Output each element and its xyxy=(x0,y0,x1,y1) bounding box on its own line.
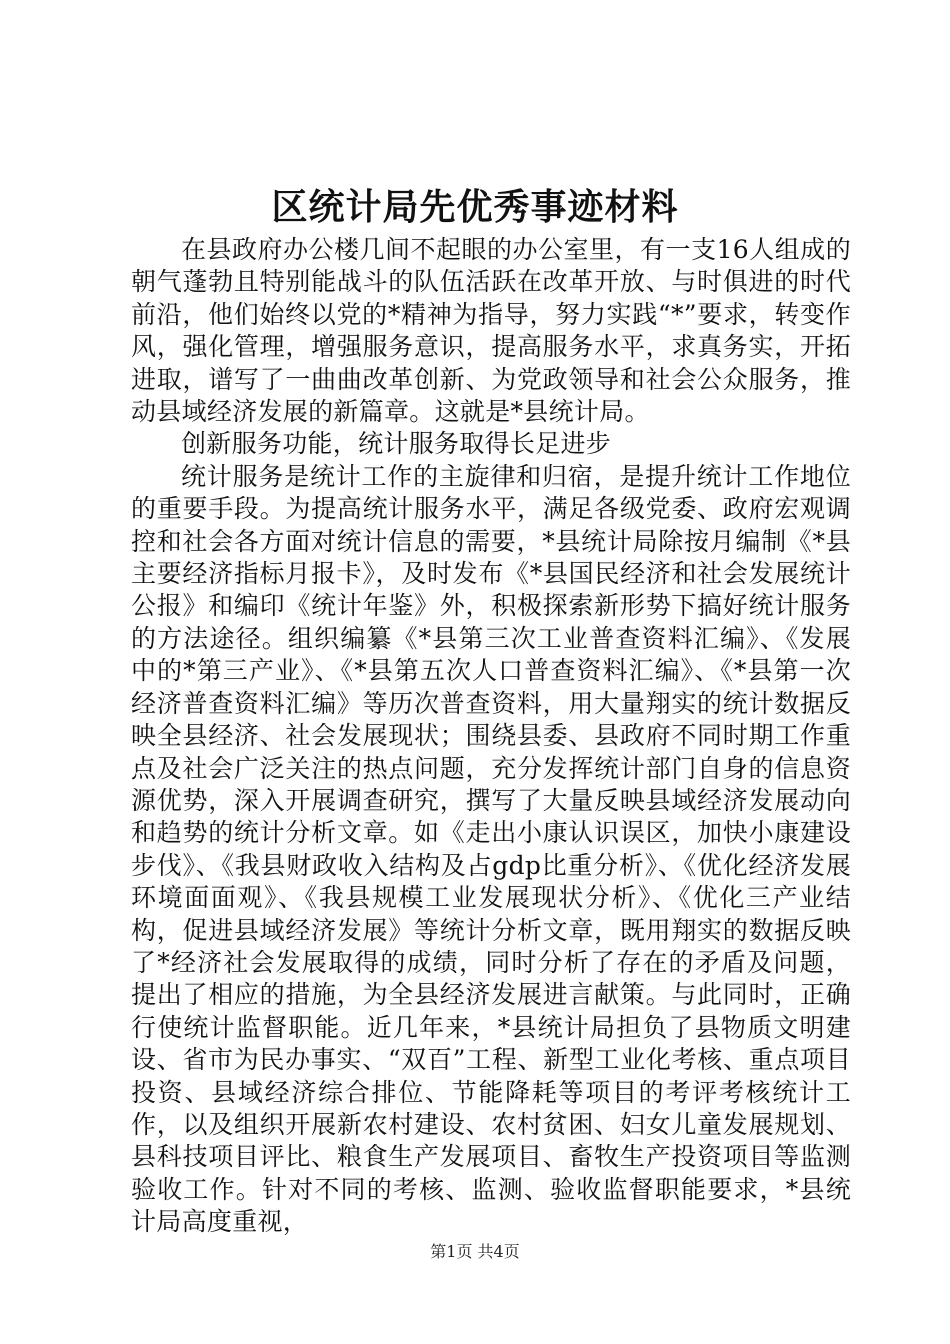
paragraph-intro: 在县政府办公楼几间不起眼的办公室里，有一支16人组成的朝气蓬勃且特别能战斗的队伍活跃在改革开放、与时俱进的时代前沿，他们始终以党的*精神为指导，努力实践“*”要求，转变作风，强化管理，增强服务意识，提高服务水平，求真务实，开拓进取，谱写了一曲曲改革创新、为党政领导和社会公众服务，推动县域经济发展的新篇章。这就是*县统计局。 xyxy=(131,235,851,427)
document-title: 区统计局先优秀事迹材料 xyxy=(271,186,679,228)
page-footer: 第1页 共4页 xyxy=(430,1242,520,1261)
document-body xyxy=(131,234,851,1239)
paragraph-section-heading: 创新服务功能，统计服务取得长足进步 xyxy=(181,429,612,459)
paragraph-statistics-service: 统计服务是统计工作的主旋律和归宿，是提升统计工作地位的重要手段。为提高统计服务水平，满足各级党委、政府宏观调控和社会各方面对统计信息的需要，*县统计局除按月编制《*县主要经济指标月报卡》，及时发布《*县国民经济和社会发展统计公报》和编印《统计年鉴》外，积极探索新形势下搞好统计服务的方法途径。组织编纂《*县第三次工业普查资料汇编》、《发展中的*第三产业》、《*县第五次人口普查资料汇编》、《*县第一次经济普查资料汇编》等历次普查资料，用大量翔实的统计数据反映全县经济、社会发展现状；围绕县委、县政府不同时期工作重点及社会广泛关注的热点问题，充分发挥统计部门自身的信息资源优势，深入开展调查研究，撰写了大量反映县域经济发展动向和趋势的统计分析文章。如《走出小康认识误区，加快小康建设步伐》、《我县财政收入结构及占gdp比重分析》、《优化经济发展环境面面观》、《我县规模工业发展现状分析》、《优化三产业结构，促进县域经济发展》等统计分析文章，既用翔实的数据反映了*经济社会发展取得的成绩，同时分析了存在的矛盾及问题，提出了相应的措施，为全县经济发展进言献策。与此同时，正确行使统计监督职能。近几年来，*县统计局担负了县物质文明建设、省市为民办事实、“双百”工程、新型工业化考核、重点项目投资、县域经济综合排位、节能降耗等项目的考评考核统计工作，以及组织开展新农村建设、农村贫困、妇女儿童发展规划、县科技项目评比、粮食生产发展项目、畜牧生产投资项目等监测验收工作。针对不同的考核、监测、验收监督职能要求，*县统计局高度重视， xyxy=(131,461,851,1237)
